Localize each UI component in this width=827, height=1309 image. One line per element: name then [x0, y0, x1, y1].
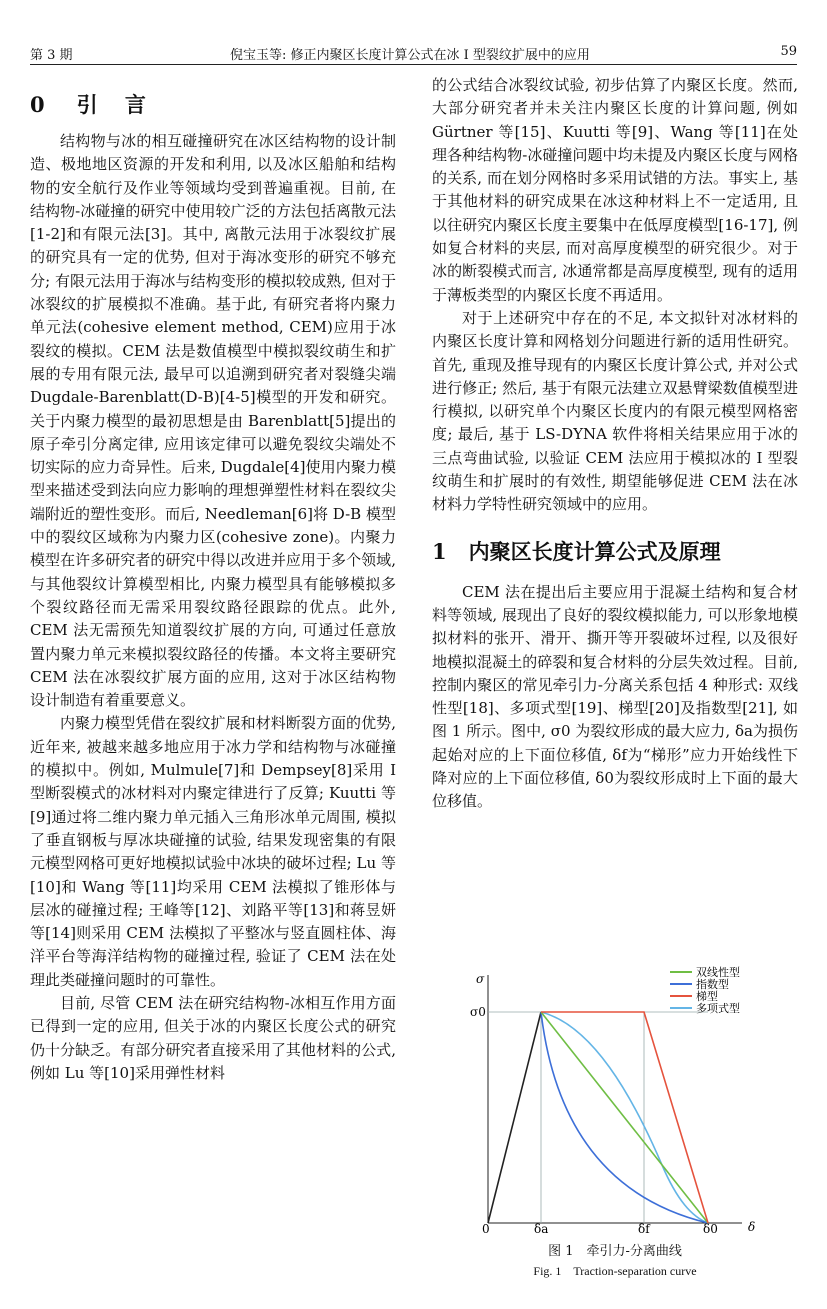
traction-separation-chart — [432, 965, 798, 1235]
section-title: 引 言 — [76, 92, 156, 117]
delta-a-label: δa — [534, 1222, 549, 1235]
paragraph: 结构物与冰的相互碰撞研究在冰区结构物的设计制造、极地地区资源的开发和利用, 以及冰区船舶和结构物的安全航行及作业等领域均受到普遍重视。目前, 在结构物-冰碰撞的研究中使用较广泛的方法包括离散元法[1-2]和有限元法[3]。其中, 离散元法用于冰裂纹扩展的研究具有一定的优势, 但对于海冰变形的研究不够充分; 有限元法用于海冰与结构变形的模拟较成熟, 但对于冰裂纹的扩展模拟不准确。基于此, 有研究者将内聚力单元法(cohesive element method, CEM)应用于冰裂纹的模拟。CEM 法是数值模型中模拟裂纹萌生和扩展的专用有限元法, 最早可以追溯到研究者对裂缝尖端 Dugdale-Barenblatt(D-B)[4-5]模型的开发和研究。关于内聚力模型的最初思想是由 Barenblatt[5]提出的原子牵引分离定律, 应用该定律可以避免裂纹尖端处不切实际的应力奇异性。后来, Dugdale[4]使用内聚力模型来描述受到法向应力影响的理想弹塑性材料在裂纹尖端附近的塑性变形。而后, Needleman[6]将 D-B 模型中的裂纹区域称为内聚力区(cohesive zone)。内聚力模型在许多研究者的研究中得以改进并应用于多个领域, 与其他裂纹计算模型相比, 内聚力模型具有能够模拟多个裂纹路径而无需采用裂纹路径跟踪的优点。此外, CEM 法无需预先知道裂纹扩展的方向, 可通过任意放置内聚力单元来模拟裂纹路径的传播。本文将主要研究 CEM 法在冰裂纹扩展方面的应用, 这对于冰区结构物设计制造有着重要意义。 — [30, 132, 396, 710]
running-title: 倪宝玉等: 修正内聚区长度计算公式在冰 I 型裂纹扩展中的应用 — [230, 48, 590, 63]
section-number: 0 — [30, 92, 55, 117]
left-column — [30, 74, 396, 1085]
legend-label-trapezoid: 梯型 — [696, 990, 718, 1003]
x-axis-label: δ — [748, 1220, 756, 1234]
curve-bilinear — [541, 1012, 708, 1223]
section-title: 内聚区长度计算公式及原理 — [468, 538, 721, 564]
right-column — [432, 74, 798, 814]
figure-caption-en: Fig. 1 Traction-separation curve — [533, 1264, 697, 1278]
section-number: 1 — [432, 538, 447, 564]
origin-label: 0 — [482, 1222, 490, 1235]
section-heading-introduction — [30, 90, 396, 120]
delta-f-label: δf — [638, 1222, 650, 1235]
sigma0-label: σ0 — [470, 1005, 486, 1019]
figure-1 — [432, 965, 798, 1295]
paragraph: CEM 法在提出后主要应用于混凝土结构和复合材料等领域, 展现出了良好的裂纹模拟能力, 可以形象地模拟材料的张开、滑开、撕开等开裂破坏过程, 以及很好地模拟混凝土的碎裂和复合材料的分层失效过程。目前, 控制内聚区的常见牵引力-分离关系包括 4 种形式: 双线性型[18]、多项式型[19]、梯型[20]及指数型[21], 如图 1 所示。图中, σ0 为裂纹形成的最大应力, δa为损伤起始对应的上下面位移值, δf为“梯形”应力开始线性下降对应的上下面位移值, δ0为裂纹形成时上下面的最大位移值。 — [432, 582, 798, 811]
page-number: 59 — [780, 44, 797, 59]
paragraph: 目前, 尽管 CEM 法在研究结构物-冰相互作用方面已得到一定的应用, 但关于冰的内聚区长度公式的研究仍十分缺乏。有部分研究者直接采用了其他材料的公式, 例如 Lu 等[10]采用弹性材料 — [30, 993, 396, 1082]
issue-number: 第 3 期 — [30, 48, 73, 63]
legend — [670, 965, 740, 1015]
loading-ramp — [488, 1012, 541, 1223]
delta-0-label: δ0 — [703, 1222, 718, 1235]
paragraph: 的公式结合冰裂纹试验, 初步估算了内聚区长度。然而, 大部分研究者并未关注内聚区长度的计算问题, 例如 Gürtner 等[15]、Kuutti 等[9]、Wang 等[11]在处理各种结构物-冰碰撞问题中均未提及内聚区长度与网格的关系, 而在划分网格时多采用试错的方法。事实上, 基于其他材料的研究成果在冰这种材料上不一定适用, 且以往研究内聚区长度主要集中在低厚度模型[16-17], 例如复合材料的夹层, 而对高厚度模型的研究很少。对于冰的断裂模式而言, 冰通常都是高厚度模型, 现有的适用于薄板类型的内聚区长度不再适用。 — [432, 76, 798, 304]
legend-label-exponential: 指数型 — [696, 978, 729, 991]
paragraph: 对于上述研究中存在的不足, 本文拟针对冰材料的内聚区长度计算和网格划分问题进行新的适用性研究。首先, 重现及推导现有的内聚区长度计算公式, 并对公式进行修正; 然后, 基于有限元法建立双悬臂梁数值模型进行模拟, 以研究单个内聚区长度内的有限元模型网格密度; 最后, 基于 LS-DYNA 软件将相关结果应用于冰的三点弯曲试验, 以验证 CEM 法应用于模拟冰的 I 型裂纹萌生和扩展时的有效性, 期望能够促进 CEM 法在冰材料力学特性研究领域中的应用。 — [432, 308, 798, 514]
y-axis-label: σ — [476, 972, 485, 986]
legend-label-polynomial: 多项式型 — [696, 1002, 740, 1015]
paragraph: 内聚力模型凭借在裂纹扩展和材料断裂方面的优势, 近年来, 被越来越多地应用于冰力学和结构物与冰碰撞的模拟中。例如, Mulmule[7]和 Dempsey[8]采用 I 型断裂模式的冰材料对内聚定律进行了反算; Kuutti 等[9]通过将二维内聚力单元插入三角形冰单元周围, 模拟了垂直钢板与厚冰块碰撞的试验, 结果发现密集的有限元模型网格可更好地模拟试验中冰块的破坏过程; Lu 等[10]和 Wang 等[11]均采用 CEM 法模拟了锥形体与层冰的碰撞过程; 王峰等[12]、刘路平等[13]和蒋昱妍等[14]则采用 CEM 法模拟了平整冰与竖直圆柱体、海洋平台等海洋结构物的碰撞过程, 验证了 CEM 法在处理此类碰撞问题时的可靠性。 — [30, 714, 396, 989]
running-header — [30, 42, 797, 65]
figure-caption-cn: 图 1 牵引力-分离曲线 — [548, 1244, 682, 1259]
legend-label-bilinear: 双线性型 — [696, 966, 740, 979]
section-heading-formula — [432, 537, 798, 567]
